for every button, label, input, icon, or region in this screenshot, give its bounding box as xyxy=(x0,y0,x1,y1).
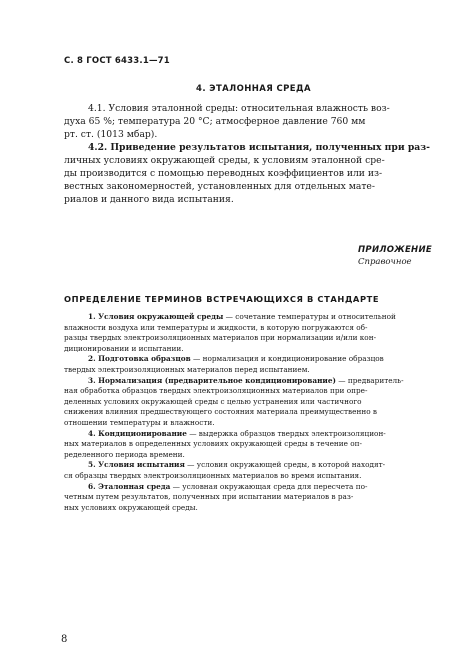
definition-1-line-2: влажности воздуха или температуры и жидкости, в которую погружаются об- xyxy=(64,322,368,332)
definition-3-line-4: снижения влияния предшествующего состояния материала преимущественно в xyxy=(64,407,378,417)
paragraph-4-2-line-2: личных условиях окружающей среды, к условиям эталонной сре- xyxy=(64,155,385,166)
appendix-subtitle: Справочное xyxy=(358,257,412,267)
page-header: С. 8 ГОСТ 6433.1—71 xyxy=(64,56,170,66)
definition-5-line-1 xyxy=(88,460,385,471)
definition-6-term: 6. Эталонная среда xyxy=(88,481,171,491)
definition-1-line-1 xyxy=(88,312,396,323)
definition-1-line-3: разцы твердых электроизоляционных материалов при нормализации и/или кон- xyxy=(64,333,377,343)
definition-3-line-5: отношении температуры и влажности. xyxy=(64,418,215,427)
definition-6-text: — условная окружающая среда для пересчета по- xyxy=(170,481,368,491)
definition-3-line-1 xyxy=(88,376,404,387)
definition-1-text: — сочетание температуры и относительной xyxy=(223,312,396,321)
paragraph-4-2-bold: 4.2. Приведение результатов испытания, полученных при раз- xyxy=(88,142,430,153)
definition-4-term: 4. Кондиционирование xyxy=(88,428,187,438)
definition-3-term: 3. Нормализация (предварительное кондиционирование) xyxy=(88,375,336,385)
definition-6-line-1 xyxy=(88,482,367,493)
definition-6-line-2: четным путем результатов, полученных при испытании материалов в раз- xyxy=(64,492,354,502)
definition-2-term: 2. Подготовка образцов xyxy=(88,354,191,364)
definitions-title: ОПРЕДЕЛЕНИЕ ТЕРМИНОВ ВСТРЕЧАЮЩИХСЯ В СТАНДАРТЕ xyxy=(64,294,380,304)
paragraph-4-1-line-3: рт. ст. (1013 мбар). xyxy=(64,129,158,140)
definition-5-term: 5. Условия испытания xyxy=(88,460,185,470)
definition-4-line-1 xyxy=(88,429,386,440)
definition-1-line-4: диционировании и испытании. xyxy=(64,343,184,353)
section-title: 4. ЭТАЛОННАЯ СРЕДА xyxy=(196,84,311,94)
definition-2-line-2: твердых электроизоляционных материалов перед испытанием. xyxy=(64,365,310,374)
appendix-label: ПРИЛОЖЕНИЕ xyxy=(358,245,432,255)
definition-5-text: — условия окружающей среды, в которой находят- xyxy=(184,460,386,470)
definition-1-term: 1. Условия окружающей среды xyxy=(88,312,224,321)
paragraph-4-1-line-2: духа 65 %; температура 20 °С; атмосферное давление 760 мм xyxy=(64,116,366,127)
definition-2-text: — нормализация и кондиционирование образцов xyxy=(190,354,384,364)
paragraph-4-2-line-4: вестных закономерностей, установленных для отдельных мате- xyxy=(64,181,375,192)
definition-4-text: — выдержка образцов твердых электроизоляцион- xyxy=(186,428,386,438)
definition-4-line-3: ределенного периода времени. xyxy=(64,449,185,459)
page-number: 8 xyxy=(61,634,68,645)
paragraph-4-2-line-3: ды производится с помощью переводных коэффициентов или из- xyxy=(64,168,383,179)
definition-5-line-2: ся образцы твердых электроизоляционных материалов во время испытания. xyxy=(64,471,362,480)
definition-2-line-1 xyxy=(88,354,384,365)
definition-3-line-2: ная обработка образцов твердых электроизоляционных материалов при опре- xyxy=(64,386,368,396)
definition-6-line-3: ных условиях окружающей среды. xyxy=(64,502,198,512)
definition-3-line-3: деленных условиях окружающей среды с целью устранения или частичного xyxy=(64,396,362,406)
definition-3-text: — предваритель- xyxy=(335,375,404,385)
definition-4-line-2: ных материалов в определенных условиях окружающей среды в течение оп- xyxy=(64,439,362,449)
paragraph-4-2-line-5: риалов и данного вида испытания. xyxy=(64,194,234,205)
paragraph-4-1-line-1: 4.1. Условия эталонной среды: относительная влажность воз- xyxy=(88,103,390,114)
paragraph-4-2-line-1 xyxy=(88,141,430,154)
